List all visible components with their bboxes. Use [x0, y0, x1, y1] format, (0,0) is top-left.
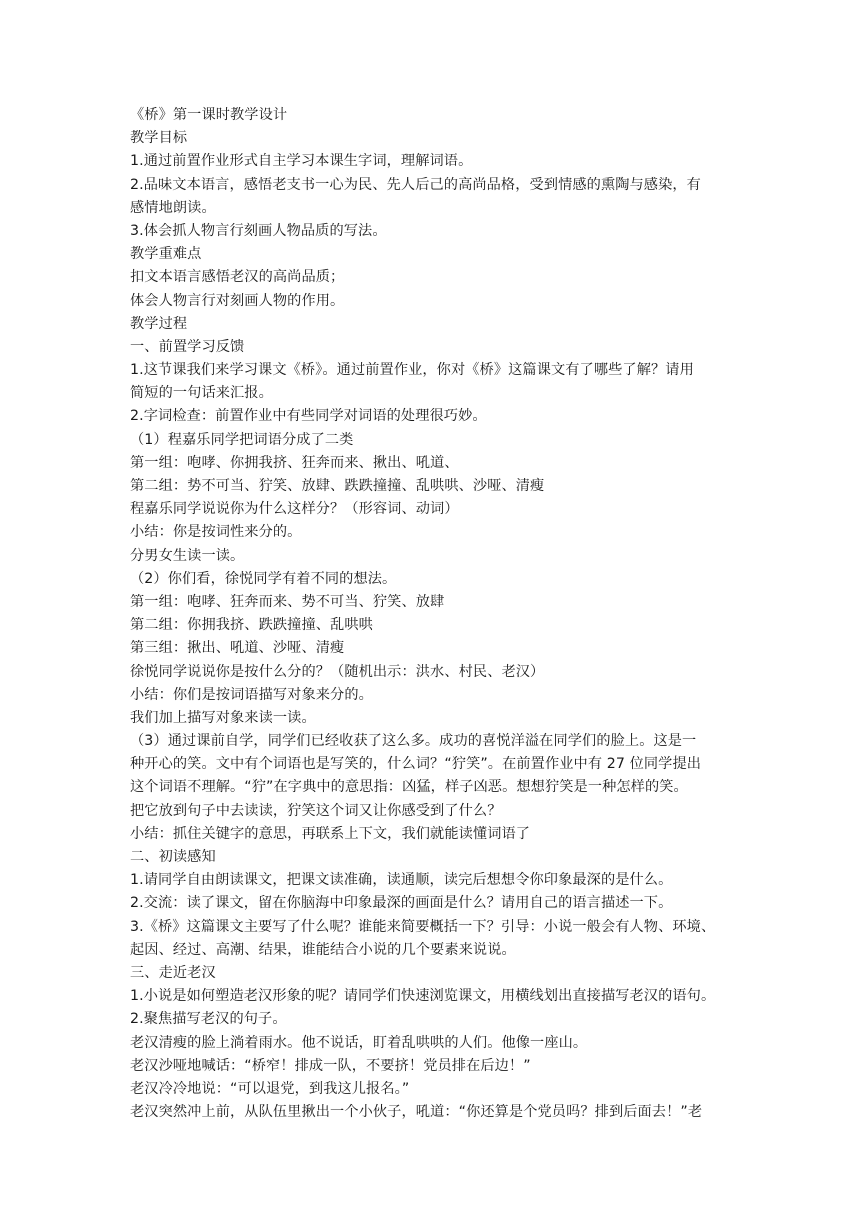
- paragraph-line: 第三组：揪出、吼道、沙哑、清瘦: [130, 640, 345, 657]
- paragraph-line: 徐悦同学说说你是按什么分的？（随机出示：洪水、村民、老汉）: [130, 663, 545, 680]
- document-title: 《桥》第一课时教学设计: [130, 107, 288, 123]
- paragraph-line: 2.交流：读了课文，留在你脑海中印象最深的画面是什么？请用自己的语言描述一下。: [130, 895, 673, 912]
- paragraph-line: 1.这节课我们来学习课文《桥》。通过前置作业，你对《桥》这篇课文有了哪些了解？请用: [130, 362, 694, 379]
- paragraph-line: 1.请同学自由朗读课文，把课文读准确，读通顺，读完后想想令你印象最深的是什么。: [130, 872, 673, 889]
- paragraph-line: 第二组：你拥我挤、跌跌撞撞、乱哄哄: [130, 617, 373, 634]
- paragraph-line: 第一组：咆哮、狂奔而来、势不可当、狞笑、放肆: [130, 593, 445, 610]
- paragraph-line: 3.《桥》这篇课文主要写了什么呢？谁能来简要概括一下？引导：小说一般会有人物、环境、: [130, 918, 716, 935]
- paragraph-line: 把它放到句子中去读读，狞笑这个词又让你感受到了什么？: [130, 802, 502, 819]
- paragraph-line: 体会人物言行对刻画人物的作用。: [130, 292, 345, 309]
- document-body: [130, 104, 740, 1124]
- paragraph-line: 2.聚焦描写老汉的句子。: [130, 1011, 287, 1028]
- paragraph-line: 老汉清瘦的脸上淌着雨水。他不说话，盯着乱哄哄的人们。他像一座山。: [130, 1034, 588, 1051]
- paragraph-line: （3）通过课前自学，同学们已经收获了这么多。成功的喜悦洋溢在同学们的脸上。这是一: [130, 733, 697, 750]
- section-heading: 二、初读感知: [130, 849, 216, 865]
- paragraph-line: 2.品味文本语言，感悟老支书一心为民、先人后己的高尚品格，受到情感的熏陶与感染，有: [130, 176, 701, 193]
- paragraph-line: 第一组：咆哮、你拥我挤、狂奔而来、揪出、吼道、: [130, 454, 459, 471]
- paragraph-line: 简短的一句话来汇报。: [130, 385, 273, 402]
- paragraph-line: 感情地朗读。: [130, 199, 216, 216]
- paragraph-line: 种开心的笑。文中有个词语也是写笑的，什么词？“狞笑”。在前置作业中有 27 位同学提出: [130, 756, 702, 773]
- paragraph-line: 起因、经过、高潮、结果，谁能结合小说的几个要素来说说。: [130, 941, 516, 958]
- paragraph-line: 3.体会抓人物言行刻画人物品质的写法。: [130, 222, 387, 239]
- paragraph-line: 扣文本语言感悟老汉的高尚品质；: [130, 269, 345, 286]
- paragraph-line: 1.小说是如何塑造老汉形象的呢？请同学们快速浏览课文，用横线划出直接描写老汉的语句。: [130, 988, 716, 1005]
- paragraph-line: 这个词语不理解。“狞”在字典中的意思指：凶猛，样子凶恶。想想狞笑是一种怎样的笑。: [130, 779, 688, 796]
- paragraph-line: （1）程嘉乐同学把词语分成了二类: [130, 431, 354, 448]
- paragraph-line: 老汉冷冷地说：“可以退党，到我这儿报名。”: [130, 1080, 410, 1097]
- paragraph-line: 老汉突然冲上前，从队伍里揪出一个小伙子，吼道：“你还算是个党员吗？排到后面去！”老: [130, 1104, 703, 1121]
- section-heading: 教学目标: [130, 130, 188, 147]
- paragraph-line: 2.字词检查：前置作业中有些同学对词语的处理很巧妙。: [130, 408, 487, 425]
- paragraph-line: 分男女生读一读。: [130, 547, 245, 564]
- paragraph-line: 小结：你们是按词语描写对象来分的。: [130, 686, 373, 703]
- paragraph-line: （2）你们看，徐悦同学有着不同的想法。: [130, 570, 397, 587]
- paragraph-line: 我们加上描写对象来读一读。: [130, 709, 316, 726]
- paragraph-line: 老汉沙哑地喊话：“桥窄！排成一队，不要挤！党员排在后边！”: [130, 1057, 531, 1074]
- paragraph-line: 小结：你是按词性来分的。: [130, 524, 302, 541]
- section-heading: 教学过程: [130, 315, 188, 332]
- section-heading: 三、走近老汉: [130, 964, 216, 981]
- section-heading: 一、前置学习反馈: [130, 338, 245, 355]
- paragraph-line: 程嘉乐同学说说你为什么这样分？（形容词、动词）: [130, 501, 459, 518]
- paragraph-line: 1.通过前置作业形式自主学习本课生字词，理解词语。: [130, 153, 473, 170]
- section-heading: 教学重难点: [130, 246, 202, 263]
- paragraph-line: 小结：抓住关键字的意思，再联系上下文，我们就能读懂词语了: [130, 825, 531, 842]
- paragraph-line: 第二组：势不可当、狞笑、放肆、跌跌撞撞、乱哄哄、沙哑、清瘦: [130, 478, 545, 494]
